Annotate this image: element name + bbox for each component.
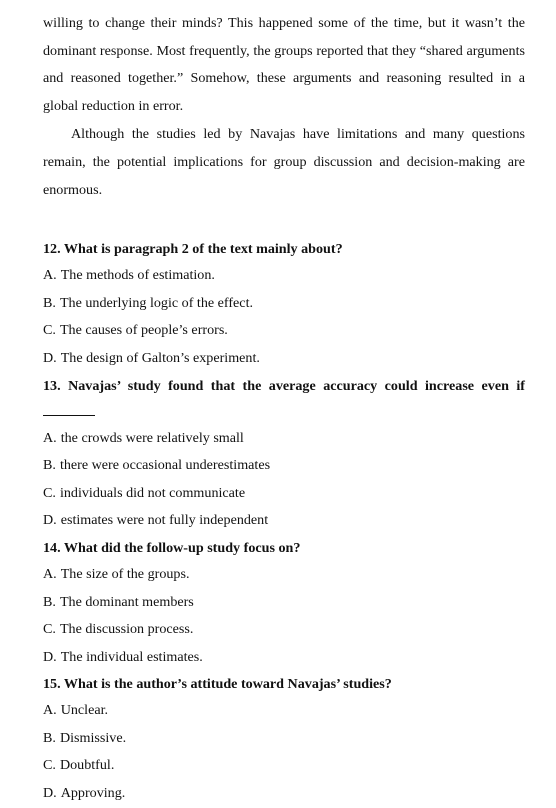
- option-c: [43, 317, 525, 345]
- option-letter: C.: [43, 621, 56, 638]
- option-letter: B.: [43, 729, 56, 746]
- option-text: The underlying logic of the effect.: [59, 294, 254, 311]
- option-letter: B.: [43, 593, 56, 610]
- option-c: [43, 616, 525, 644]
- question-stem: [43, 373, 525, 425]
- passage-paragraph: willing to change their minds? This happened some of the time, but it wasn’t the dominant response. Most frequently, the groups reported that they “shared arguments and reasoned together.” Somehow, these arguments and reasoning resulted in a global reduction in error.: [43, 15, 525, 114]
- question-stem-text: 13. Navajas’ study found that the average accuracy could increase even if: [43, 377, 525, 394]
- option-a: [43, 697, 525, 725]
- option-text: The size of the groups.: [60, 565, 190, 582]
- option-letter: A.: [43, 267, 57, 284]
- option-letter: D.: [43, 648, 57, 665]
- option-text: there were occasional underestimates: [59, 457, 271, 474]
- option-letter: A.: [43, 429, 57, 446]
- option-letter: A.: [43, 565, 57, 582]
- option-c: [43, 480, 525, 508]
- passage-paragraph-last: Although the studies led by Navajas have limitations and many questions remain, the potential implications for group discussion and decision-making are enormous.: [43, 126, 525, 198]
- option-text: Unclear.: [60, 702, 109, 719]
- option-a: [43, 425, 525, 453]
- option-b: [43, 589, 525, 617]
- question-stem: 14. What did the follow-up study focus on?: [43, 539, 301, 556]
- document-page: [43, 0, 525, 808]
- option-letter: C.: [43, 484, 56, 501]
- question-stem: 12. What is paragraph 2 of the text mainly about?: [43, 241, 343, 258]
- question-13: [43, 373, 525, 535]
- option-d: [43, 507, 525, 535]
- option-text: estimates were not fully independent: [60, 512, 269, 529]
- question-15: [43, 671, 525, 807]
- option-text: The methods of estimation.: [60, 267, 215, 284]
- option-d: [43, 345, 525, 373]
- option-text: The causes of people’s errors.: [59, 322, 228, 339]
- option-b: [43, 290, 525, 318]
- option-text: the crowds were relatively small: [60, 429, 244, 446]
- option-text: The design of Galton’s experiment.: [60, 349, 260, 366]
- option-c: [43, 752, 525, 780]
- option-letter: B.: [43, 294, 56, 311]
- option-letter: D.: [43, 512, 57, 529]
- option-text: The dominant members: [59, 593, 194, 610]
- question-12: [43, 236, 525, 372]
- option-letter: C.: [43, 757, 56, 774]
- option-text: The discussion process.: [59, 621, 194, 638]
- option-letter: C.: [43, 322, 56, 339]
- option-text: Doubtful.: [59, 757, 115, 774]
- option-letter: B.: [43, 457, 56, 474]
- option-text: Approving.: [60, 785, 126, 802]
- option-d: [43, 780, 525, 808]
- option-letter: D.: [43, 785, 57, 802]
- option-a: [43, 561, 525, 589]
- option-a: [43, 262, 525, 290]
- option-b: [43, 452, 525, 480]
- option-text: individuals did not communicate: [59, 484, 246, 501]
- option-letter: D.: [43, 349, 57, 366]
- question-stem: 15. What is the author’s attitude toward Navajas’ studies?: [43, 676, 392, 693]
- option-b: [43, 725, 525, 753]
- question-14: [43, 535, 525, 671]
- answer-blank: [43, 401, 95, 416]
- option-d: [43, 644, 525, 672]
- option-text: The individual estimates.: [60, 648, 203, 665]
- option-letter: A.: [43, 702, 57, 719]
- option-text: Dismissive.: [59, 729, 127, 746]
